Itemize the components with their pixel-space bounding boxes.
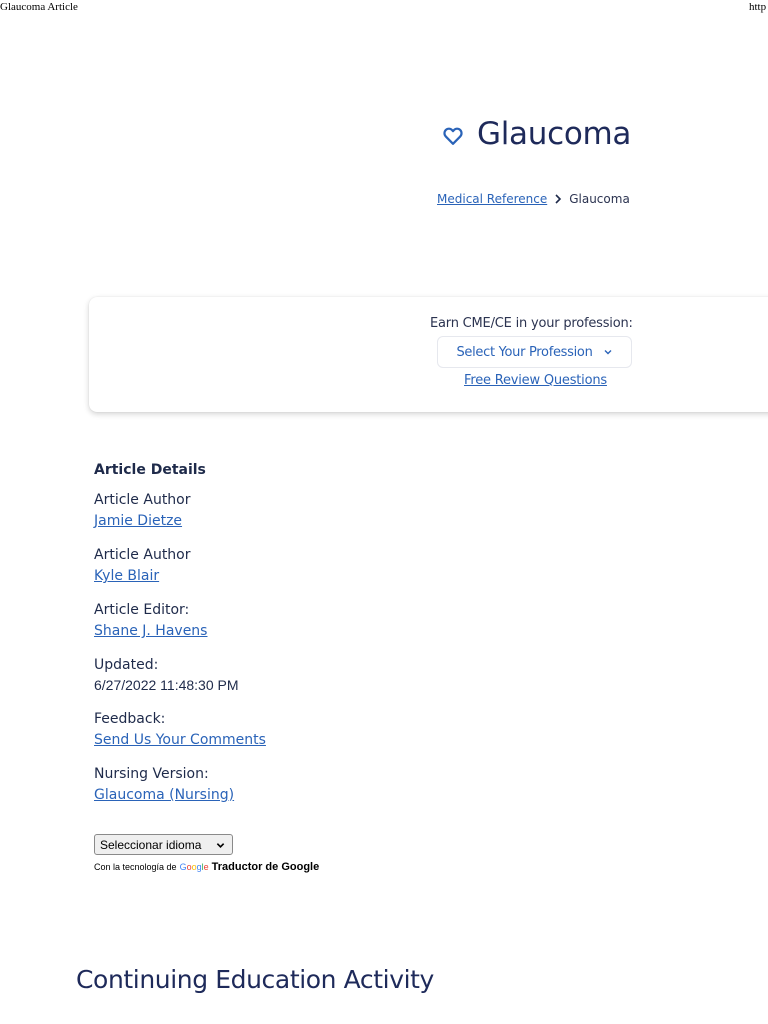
chevron-down-icon: [216, 841, 225, 850]
editor-link-shane-havens[interactable]: Shane J. Havens: [94, 623, 208, 639]
language-select[interactable]: [94, 834, 233, 855]
detail-author-2: [94, 545, 266, 586]
google-translate-attribution: [94, 861, 319, 873]
print-header-url: http: [749, 1, 767, 13]
detail-editor: [94, 600, 266, 641]
section-title-continuing-education: Continuing Education Activity: [76, 965, 434, 994]
page-title: Glaucoma: [477, 116, 632, 152]
breadcrumb: [437, 192, 630, 206]
article-details: [94, 462, 266, 819]
free-review-questions-link[interactable]: Free Review Questions: [464, 373, 607, 388]
nursing-version-link[interactable]: Glaucoma (Nursing): [94, 787, 235, 803]
detail-label: Article Editor:: [94, 602, 190, 618]
cme-card: [89, 297, 768, 412]
detail-label: Nursing Version:: [94, 766, 209, 782]
print-header: [0, 0, 768, 16]
profession-select[interactable]: [437, 336, 632, 368]
article-details-heading: Article Details: [94, 462, 206, 478]
heart-outline-icon[interactable]: [442, 125, 464, 147]
google-translate-link[interactable]: Traductor de Google: [211, 861, 320, 873]
powered-by-text: Con la tecnología de: [94, 862, 177, 872]
detail-feedback: [94, 709, 266, 750]
print-header-title: Glaucoma Article: [0, 1, 78, 13]
breadcrumb-link-medical-reference[interactable]: Medical Reference: [437, 192, 548, 206]
detail-nursing-version: [94, 764, 266, 805]
title-row: [442, 116, 631, 152]
cme-label: Earn CME/CE in your profession:: [430, 316, 633, 331]
author-link-jamie-dietze[interactable]: Jamie Dietze: [94, 513, 183, 529]
updated-timestamp: 6/27/2022 11:48:30 PM: [94, 677, 239, 693]
language-select-value: Seleccionar idioma: [100, 837, 202, 852]
author-link-kyle-blair[interactable]: Kyle Blair: [94, 568, 160, 584]
send-comments-link[interactable]: Send Us Your Comments: [94, 732, 266, 748]
detail-label: Article Author: [94, 547, 191, 563]
chevron-right-icon: [554, 194, 562, 204]
profession-select-label: Select Your Profession: [456, 344, 593, 360]
detail-updated: [94, 655, 266, 695]
breadcrumb-current: Glaucoma: [569, 192, 630, 206]
google-logo: Google: [179, 862, 209, 872]
chevron-down-icon: [603, 347, 613, 357]
detail-author-1: [94, 490, 266, 531]
detail-label: Updated:: [94, 657, 159, 673]
detail-label: Article Author: [94, 492, 191, 508]
detail-label: Feedback:: [94, 711, 166, 727]
